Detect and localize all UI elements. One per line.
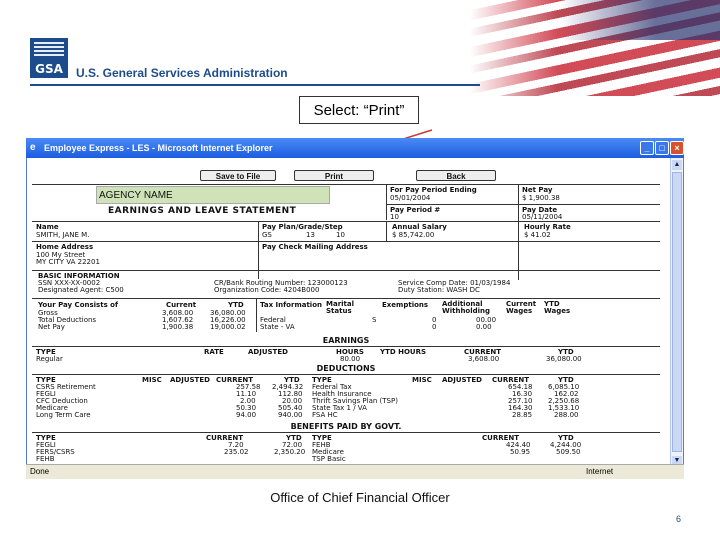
ded-right-current: 654.18 [508, 383, 533, 391]
window-title: Employee Express - LES - Microsoft Internet Explorer [44, 143, 273, 153]
print-button[interactable]: Print [294, 170, 374, 181]
earnings-col-adjusted: ADJUSTED [248, 348, 288, 356]
ded-left-type: FEGLI [36, 390, 56, 398]
pay-period-ending-label: For Pay Period Ending [390, 186, 477, 194]
ben-right-type: Medicare [312, 448, 344, 456]
ded-left-type: CSRS Retirement [36, 383, 96, 391]
addl-withholding-header: Additional Withholding [442, 300, 491, 315]
tax-info-header: Tax Information [260, 301, 322, 309]
marital-status-header: Marital Status [326, 300, 355, 315]
hourly-rate-label: Hourly Rate [524, 223, 571, 231]
earnings-col-ytd: YTD [558, 348, 574, 356]
pay-row-name: Gross [38, 309, 58, 317]
ben-left-current: 235.02 [224, 448, 249, 456]
gsa-logo-text: GSA [35, 62, 63, 76]
grade-grade: 13 [306, 231, 315, 239]
ben-col-current: CURRENT [206, 434, 244, 442]
ded-left-ytd: 2,494.32 [272, 383, 304, 391]
vertical-scrollbar[interactable] [670, 158, 683, 468]
ded-right-current: 257.10 [508, 397, 533, 405]
annual-salary-label: Annual Salary [392, 223, 447, 231]
earnings-row-ytd: 36,080.00 [546, 355, 582, 363]
ded-col-current-right: CURRENT [492, 376, 530, 384]
pay-current-header: Current [166, 301, 197, 309]
tax-row-status: S [372, 316, 377, 324]
ben-right-ytd: 4,244.00 [550, 441, 582, 449]
scroll-up-icon[interactable]: ▲ [673, 161, 681, 168]
print-callout: Select: “Print” [299, 96, 419, 124]
ded-right-ytd: 1,533.10 [548, 404, 580, 412]
pay-row-current: 1,607.62 [162, 316, 194, 324]
ded-col-type-right: TYPE [312, 376, 332, 384]
earnings-col-rate: RATE [204, 348, 224, 356]
pay-date-label: Pay Date [522, 206, 558, 214]
ded-right-type: Federal Tax [312, 383, 352, 391]
pay-row-current: 1,900.38 [162, 323, 194, 331]
ded-col-adjusted-right: ADJUSTED [442, 376, 482, 384]
status-bar [26, 464, 684, 479]
mailing-address-label: Pay Check Mailing Address [262, 243, 368, 251]
pay-consists-label: Your Pay Consists of [38, 301, 119, 309]
earnings-row-hours: 80.00 [340, 355, 361, 363]
status-left: Done [30, 467, 50, 476]
ben-col-type: TYPE [36, 434, 56, 442]
ben-left-ytd: 72.00 [282, 441, 303, 449]
pay-period-ending-value: 05/01/2004 [390, 194, 431, 202]
name-label: Name [36, 223, 59, 231]
ded-right-current: 16.30 [512, 390, 533, 398]
ded-left-current: 257.58 [236, 383, 261, 391]
ded-left-current: 11.10 [236, 390, 257, 398]
net-pay-value: $ 1,900.38 [522, 194, 560, 202]
pay-row-current: 3,608.00 [162, 309, 194, 317]
earnings-col-type: TYPE [36, 348, 56, 356]
ded-left-current: 94.00 [236, 411, 257, 419]
ben-right-type: FEHB [312, 441, 331, 449]
tax-row-exempt: 0 [432, 316, 437, 324]
ben-right-current: 424.40 [506, 441, 531, 449]
ben-col-type-right: TYPE [312, 434, 332, 442]
grade-label: Pay Plan/Grade/Step [262, 223, 343, 231]
net-pay-label: Net Pay [522, 186, 553, 194]
agency-name: AGENCY NAME [96, 186, 330, 204]
ben-left-type: FEGLI [36, 441, 56, 449]
scroll-down-icon[interactable]: ▼ [673, 457, 681, 464]
current-wages-header: Current Wages [506, 300, 537, 315]
earnings-col-hours: HOURS [336, 348, 364, 356]
tax-row-name: Federal [260, 316, 286, 324]
tax-row-addl: 0.00 [476, 323, 492, 331]
org-name: U.S. General Services Administration [76, 66, 288, 80]
ben-col-current-right: CURRENT [482, 434, 520, 442]
service-comp-date: Service Comp Date: 01/03/1984 [398, 279, 511, 287]
ded-right-current: 164.30 [508, 404, 533, 412]
ben-left-type: FEHB [36, 455, 55, 463]
earnings-row-current: 3,608.00 [468, 355, 500, 363]
ben-right-ytd: 509.50 [556, 448, 581, 456]
ded-col-ytd-right: YTD [558, 376, 574, 384]
earnings-section-title: EARNINGS [322, 336, 370, 345]
ded-left-type: CFC Deduction [36, 397, 88, 405]
status-internet: Internet [586, 467, 614, 476]
duty-station: Duty Station: WASH DC [398, 286, 480, 294]
home-address-line1: 100 My Street [36, 251, 86, 259]
scroll-thumb[interactable] [672, 172, 682, 452]
ben-left-current: 7.20 [228, 441, 244, 449]
basic-info-label: BASIC INFORMATION [38, 272, 120, 280]
ded-col-misc-right: MISC [412, 376, 432, 384]
pay-ytd-header: YTD [228, 301, 244, 309]
pay-row-name: Total Deductions [38, 316, 97, 324]
pay-row-ytd: 36,080.00 [210, 309, 246, 317]
ben-left-ytd: 2,350.20 [274, 448, 306, 456]
ded-left-ytd: 112.80 [278, 390, 303, 398]
ded-right-current: 28.85 [512, 411, 533, 419]
ssn: SSN XXX-XX-0002 [38, 279, 101, 287]
maximize-button[interactable]: □ [655, 141, 669, 155]
ded-left-ytd: 505.40 [278, 404, 303, 412]
designated-agent: Designated Agent: C500 [38, 286, 124, 294]
back-button[interactable]: Back [416, 170, 496, 181]
org-code: Organization Code: 4204B000 [214, 286, 320, 294]
pay-date-value: 05/11/2004 [522, 213, 563, 221]
ded-col-ytd: YTD [284, 376, 300, 384]
home-address-label: Home Address [36, 243, 94, 251]
tax-row-name: State - VA [260, 323, 295, 331]
ded-left-current: 2.00 [240, 397, 256, 405]
grade-plan: GS [262, 231, 272, 239]
window-titlebar [26, 138, 684, 158]
ben-right-type: TSP Basic [312, 455, 346, 463]
ded-right-ytd: 162.02 [554, 390, 579, 398]
ded-left-ytd: 20.00 [282, 397, 303, 405]
earnings-col-ytd-hours: YTD HOURS [380, 348, 427, 356]
page-number: 6 [676, 514, 682, 524]
ded-left-current: 50.30 [236, 404, 257, 412]
ded-right-type: State Tax 1 / VA [312, 404, 367, 412]
ded-right-type: Health Insurance [312, 390, 372, 398]
tax-row-exempt: 0 [432, 323, 437, 331]
home-address-line2: MY CITY VA 22201 [36, 258, 100, 266]
les-title: EARNINGS AND LEAVE STATEMENT [108, 206, 297, 216]
ded-right-type: Thrift Savings Plan (TSP) [312, 397, 398, 405]
ded-left-type: Medicare [36, 404, 68, 412]
earnings-col-current: CURRENT [464, 348, 502, 356]
ytd-wages-header: YTD Wages [544, 300, 571, 315]
name-value: SMITH, JANE M. [36, 231, 90, 239]
ded-right-type: FSA HC [312, 411, 338, 419]
benefits-section-title: BENEFITS PAID BY GOVT. [290, 422, 402, 431]
ben-col-ytd: YTD [286, 434, 302, 442]
minimize-button[interactable]: _ [640, 141, 654, 155]
ded-left-type: Long Term Care [36, 411, 91, 419]
pay-row-ytd: 16,226.00 [210, 316, 246, 324]
ded-right-ytd: 6,085.10 [548, 383, 580, 391]
ded-left-ytd: 940.00 [278, 411, 303, 419]
pay-row-ytd: 19,000.02 [210, 323, 246, 331]
footer-office: Office of Chief Financial Officer [270, 490, 450, 505]
ded-right-ytd: 2,250.68 [548, 397, 580, 405]
ben-col-ytd-right: YTD [558, 434, 574, 442]
ded-col-adjusted: ADJUSTED [170, 376, 210, 384]
ded-col-misc: MISC [142, 376, 162, 384]
annual-salary-value: $ 85,742.00 [392, 231, 435, 239]
ded-col-type: TYPE [36, 376, 56, 384]
bank-routing: CR/Bank Routing Number: 123000123 [214, 279, 348, 287]
ben-right-current: 50.95 [510, 448, 531, 456]
earnings-row-type: Regular [36, 355, 63, 363]
les-page [30, 160, 670, 466]
deductions-section-title: DEDUCTIONS [316, 364, 376, 373]
pay-period-num-label: Pay Period # [390, 206, 441, 214]
hourly-rate-value: $ 41.02 [524, 231, 551, 239]
pay-period-num-value: 10 [390, 213, 399, 221]
tax-row-addl: 00.00 [476, 316, 497, 324]
pay-row-name: Net Pay [38, 323, 65, 331]
close-button[interactable]: × [670, 141, 684, 155]
grade-step: 10 [336, 231, 345, 239]
exemptions-header: Exemptions [382, 301, 429, 309]
ie-icon: e [30, 142, 36, 153]
save-to-file-button[interactable]: Save to File [200, 170, 276, 181]
ded-right-ytd: 288.00 [554, 411, 579, 419]
ded-col-current: CURRENT [216, 376, 254, 384]
ben-left-type: FERS/CSRS [36, 448, 75, 456]
